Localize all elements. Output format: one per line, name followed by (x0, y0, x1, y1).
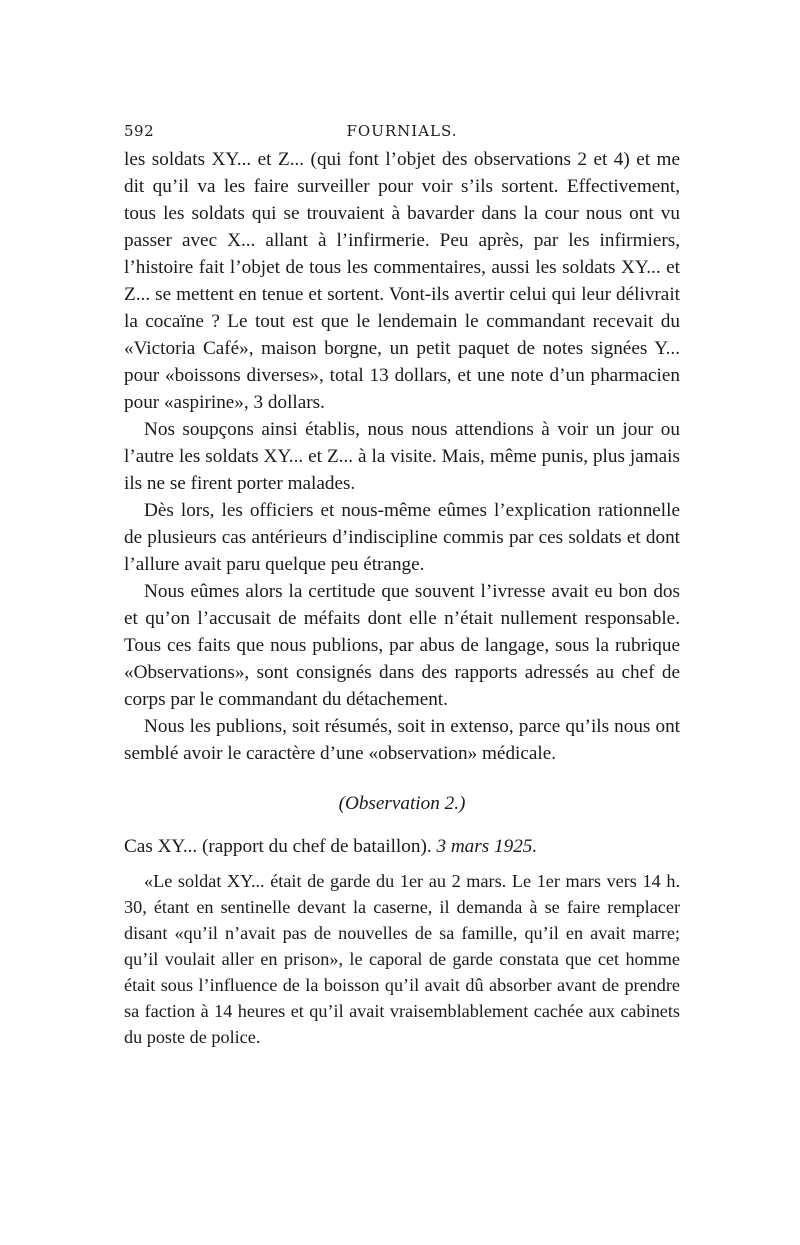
paragraph: les soldats XY... et Z... (qui font l’objet des observations 2 et 4) et me dit qu’il va les faire surveiller pour voir s’ils sortent. Effectivement, tous les soldats qui se trouvaient à bavarder dans la cour nous ont vu passer avec X... allant à l’infirmerie. Peu après, par les infirmiers, l’histoire fait l’objet de tous les commentaires, aussi les soldats XY... et Z... se mettent en tenue et sortent. Vont-ils avertir celui qui leur délivrait la cocaïne ? Le tout est que le lendemain le commandant recevait du «Victoria Café», maison borgne, un petit paquet de notes signées Y... pour «boissons diverses», total 13 dollars, et une note d’un pharmacien pour «aspirine», 3 dollars. (124, 149, 680, 413)
observation-heading: (Observation 2.) (338, 793, 466, 814)
page-header (124, 118, 680, 146)
book-page (124, 118, 680, 1050)
case-line (124, 833, 680, 860)
paragraph: Nous eûmes alors la certitude que souvent l’ivresse avait eu bon dos et qu’on l’accusait de méfaits dont elle n’était nullement responsable. Tous ces faits que nous publions, par abus de langage, sous la rubrique «Observations», sont consignés dans des rapports adressés au chef de corps par le commandant du détachement. (124, 581, 680, 710)
running-title: FOURNIALS. (346, 122, 458, 140)
case-prefix: Cas XY... (rapport du chef de bataillon). (124, 836, 432, 857)
report-quote: «Le soldat XY... était de garde du 1er au 2 mars. Le 1er mars vers 14 h. 30, étant en sentinelle devant la caserne, il demanda à se faire remplacer disant «qu’il n’avait pas de nouvelles de sa famille, qu’il en avait marre; qu’il voulait aller en prison», le caporal de garde constata que cet homme était sous l’influence de la boisson qu’il avait dû absorber avant de prendre sa faction à 14 heures et qu’il avait vraisemblablement cachée aux cabinets du poste de police. (124, 871, 680, 1047)
paragraph: Nos soupçons ainsi établis, nous nous attendions à voir un jour ou l’autre les soldats XY... et Z... à la visite. Mais, même punis, plus jamais ils ne se firent porter malades. (124, 419, 680, 494)
paragraph: Nous les publions, soit résumés, soit in extenso, parce qu’ils nous ont semblé avoir le caractère d’une «observation» médicale. (124, 716, 680, 764)
main-text (124, 146, 680, 767)
page-number: 592 (124, 122, 155, 140)
paragraph: Dès lors, les officiers et nous-même eûmes l’explication rationnelle de plusieurs cas antérieurs d’indiscipline commis par ces soldats et dont l’allure avait paru quelque peu étrange. (124, 500, 680, 575)
case-date: 3 mars 1925. (436, 836, 538, 857)
